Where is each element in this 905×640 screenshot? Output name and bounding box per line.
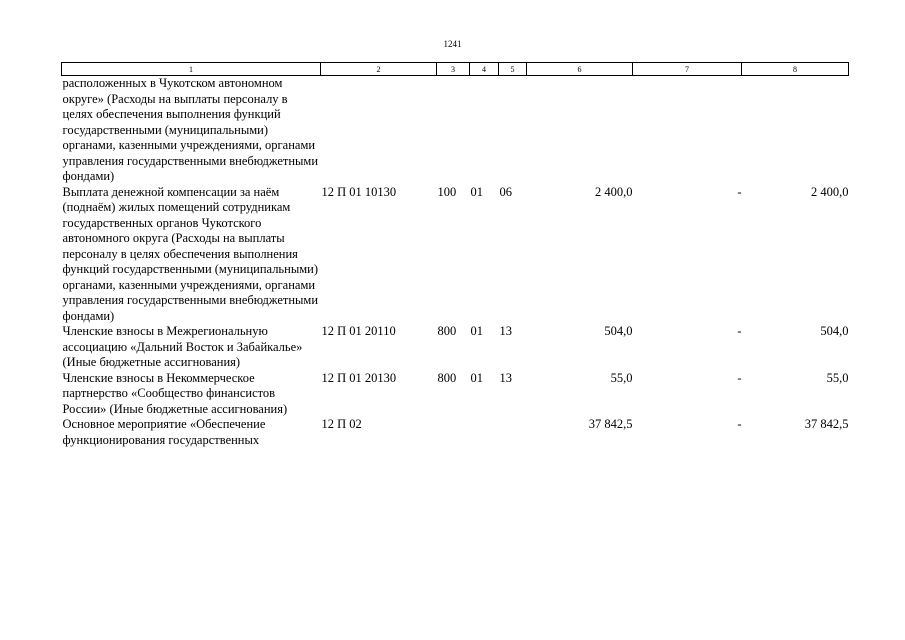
row-description: расположенных в Чукотском автономном округе» (Расходы на выплаты персоналу в целях обеспечения выполнения функций государственными (муниципальными) органами, казенными учреждениями, органами управления государственными внебюджетными фондами) — [62, 76, 319, 183]
row-amount-col7: - — [737, 417, 742, 431]
row-target-code: 12 П 02 — [321, 417, 362, 431]
table-row — [62, 76, 849, 185]
row-amount-col6: 504,0 — [604, 324, 633, 338]
row-target-code: 12 П 01 10130 — [321, 184, 397, 199]
row-section: 01 — [470, 324, 483, 338]
row-expense-type: 100 — [437, 184, 457, 199]
column-header-8: 8 — [742, 63, 849, 76]
row-amount-col8: 504,0 — [820, 324, 849, 338]
row-description: Основное мероприятие «Обеспечение функционирования государственных — [62, 417, 266, 447]
column-header-1: 1 — [62, 63, 321, 76]
table-header — [62, 63, 849, 76]
row-target-code: 12 П 01 20110 — [321, 324, 396, 338]
row-expense-type — [437, 417, 470, 448]
row-expense-type — [437, 76, 470, 185]
column-header-4: 4 — [470, 63, 499, 76]
column-number-row — [62, 63, 849, 76]
table-row — [62, 185, 849, 325]
row-amount-col7: - — [737, 184, 742, 199]
row-subsection: 13 — [499, 324, 512, 338]
row-subsection — [499, 417, 527, 448]
row-target-code — [321, 76, 437, 185]
row-amount-col7 — [633, 76, 742, 185]
table-row — [62, 417, 849, 448]
row-description: Членские взносы в Некоммерческое партнерство «Сообщество финансистов России» (Иные бюджетные ассигнования) — [62, 370, 288, 416]
row-expense-type: 800 — [437, 370, 457, 385]
column-header-5: 5 — [499, 63, 527, 76]
row-expense-type: 800 — [437, 324, 457, 338]
row-description: Членские взносы в Межрегиональную ассоциацию «Дальний Восток и Забайкалье» (Иные бюджетные ассигнования) — [62, 324, 303, 369]
column-header-3: 3 — [437, 63, 470, 76]
budget-table — [61, 62, 849, 448]
row-amount-col7: - — [737, 370, 742, 385]
row-subsection: 13 — [499, 370, 512, 385]
row-section: 01 — [470, 370, 483, 385]
row-amount-col8: 2 400,0 — [811, 184, 849, 199]
table-row — [62, 324, 849, 371]
page-number: 1241 — [443, 39, 462, 49]
row-amount-col7: - — [737, 324, 742, 338]
table-body — [62, 76, 849, 449]
row-subsection — [499, 76, 527, 185]
row-amount-col8: 37 842,5 — [804, 417, 849, 431]
row-section — [470, 417, 499, 448]
row-amount-col6: 55,0 — [610, 370, 633, 385]
row-amount-col8 — [742, 76, 849, 185]
row-target-code: 12 П 01 20130 — [321, 370, 397, 385]
row-description: Выплата денежной компенсации за наём (поднаём) жилых помещений сотрудникам государственных органов Чукотского автономного округа (Расходы на выплаты персоналу в целях обеспечения выполнения функций государственными (муниципальными) органами, казенными учреждениями, органами управления государственными внебюджетными фондами) — [62, 184, 319, 323]
row-subsection: 06 — [499, 184, 512, 199]
row-section: 01 — [470, 184, 483, 199]
row-amount-col8: 55,0 — [826, 370, 849, 385]
table-row — [62, 371, 849, 418]
row-amount-col6 — [527, 76, 633, 185]
column-header-6: 6 — [527, 63, 633, 76]
row-amount-col6: 37 842,5 — [588, 417, 633, 431]
row-amount-col6: 2 400,0 — [595, 184, 633, 199]
column-header-7: 7 — [633, 63, 742, 76]
row-section — [470, 76, 499, 185]
column-header-2: 2 — [321, 63, 437, 76]
